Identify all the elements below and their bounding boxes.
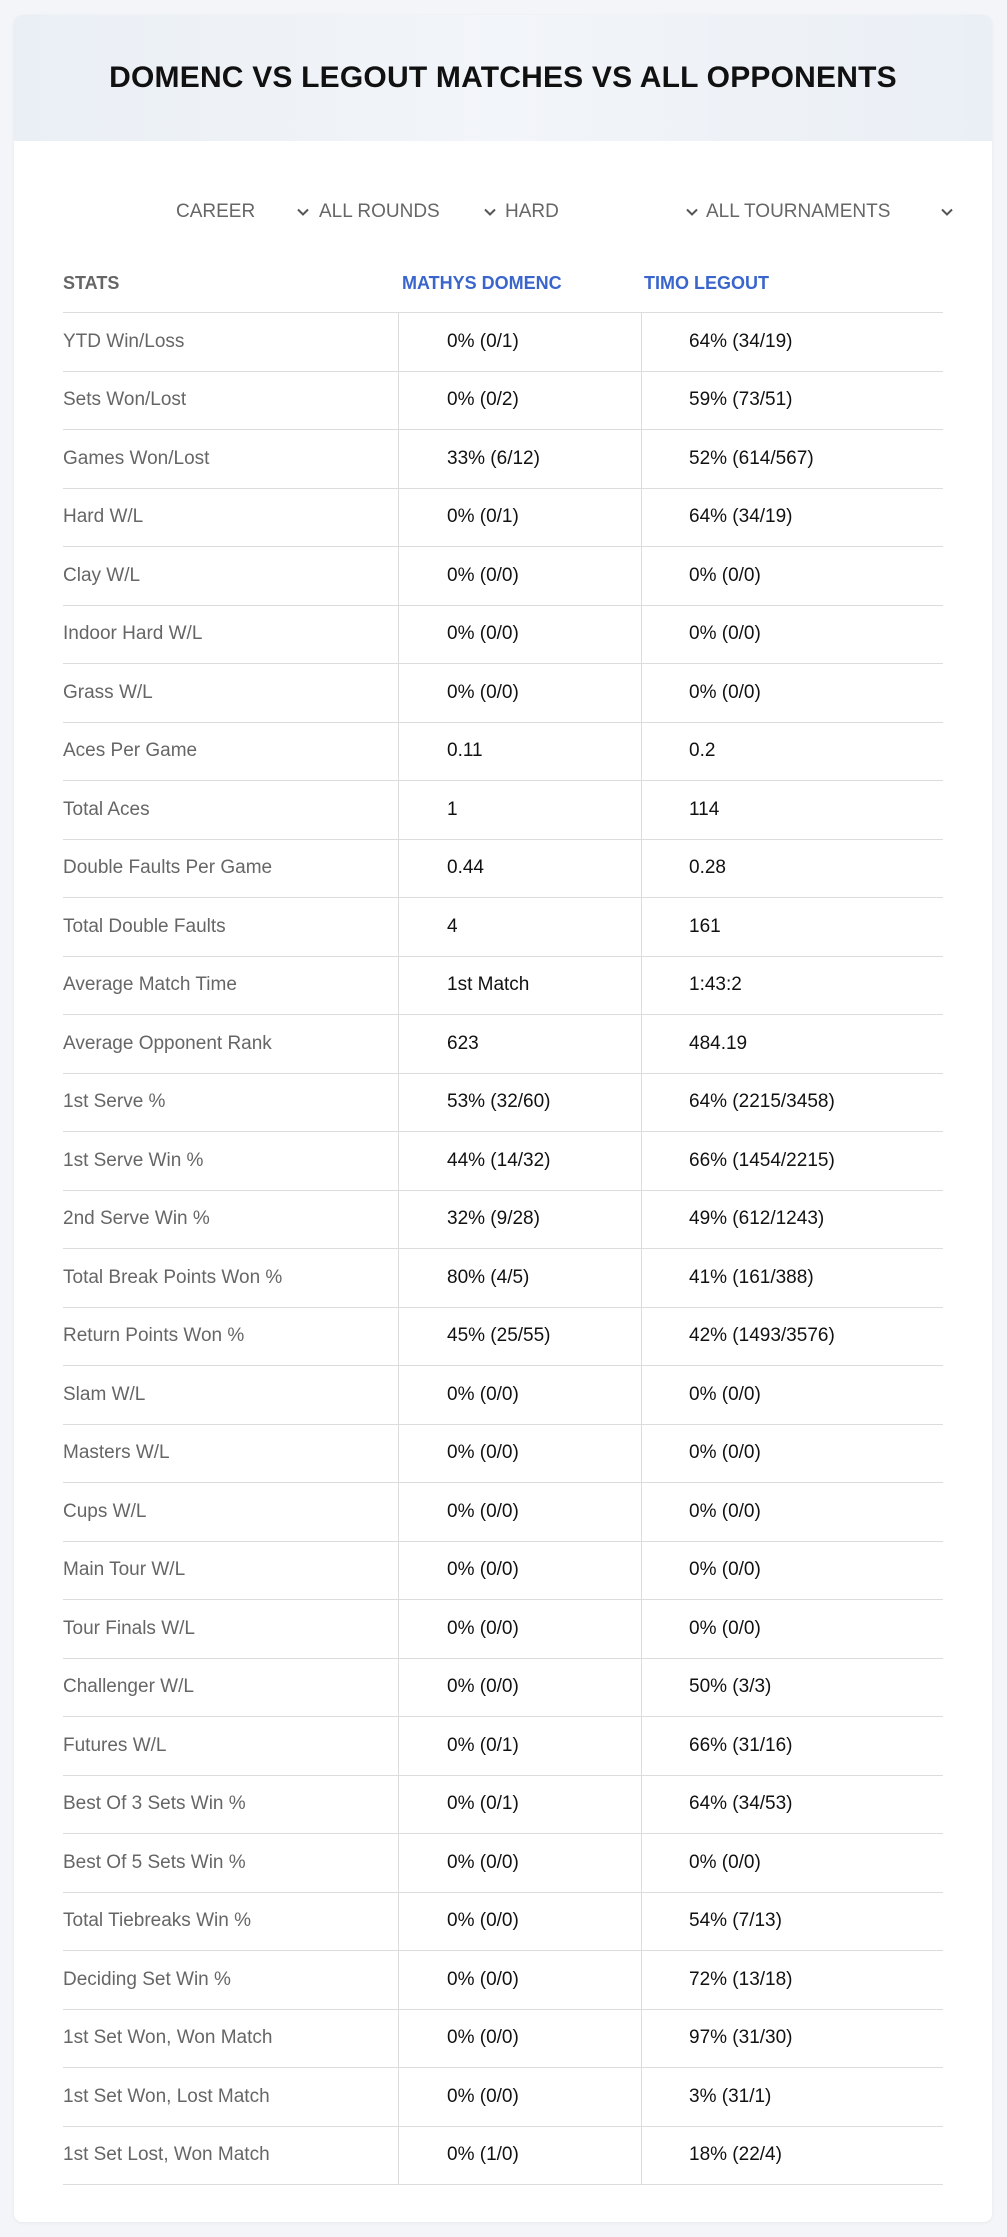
player2-value: 161 (689, 915, 721, 937)
stat-label: Return Points Won % (63, 1308, 399, 1366)
tournaments-filter-select[interactable] (706, 187, 956, 237)
player2-value: 0.28 (689, 857, 726, 879)
stat-label: Total Double Faults (63, 898, 399, 956)
table-row (63, 1834, 943, 1893)
player1-value: 0% (0/0) (399, 1834, 642, 1892)
stat-label: Games Won/Lost (63, 430, 399, 488)
player2-value: 0% (0/0) (689, 681, 761, 703)
filter-value: CAREER (176, 201, 256, 222)
player1-value: 0% (0/0) (399, 606, 642, 664)
player1-value: 4 (399, 898, 642, 956)
player2-value: 0% (0/0) (689, 1851, 761, 1873)
surface-filter-select[interactable] (505, 187, 701, 237)
stat-label: Average Match Time (63, 957, 399, 1015)
player2-value: 0% (0/0) (689, 1442, 761, 1464)
stat-label: Clay W/L (63, 547, 399, 605)
stat-label: Tour Finals W/L (63, 1600, 399, 1658)
player2-value: 0% (0/0) (689, 1559, 761, 1581)
table-row (63, 1776, 943, 1835)
player1-value: 623 (399, 1015, 642, 1073)
table-row (63, 1132, 943, 1191)
player2-value: 0% (0/0) (689, 1500, 761, 1522)
stat-label: Indoor Hard W/L (63, 606, 399, 664)
table-row (63, 1308, 943, 1367)
player2-value: 114 (689, 798, 720, 820)
player2-value: 72% (13/18) (689, 1968, 793, 1990)
player2-value: 59% (73/51) (689, 389, 793, 411)
stat-label: Total Tiebreaks Win % (63, 1893, 399, 1951)
table-row (63, 664, 943, 723)
player2-value: 41% (161/388) (689, 1266, 814, 1288)
stats-card (14, 15, 992, 2222)
stat-label: Grass W/L (63, 664, 399, 722)
player2-value: 97% (31/30) (689, 2027, 793, 2049)
table-row (63, 1483, 943, 1542)
stat-label: Best Of 5 Sets Win % (63, 1834, 399, 1892)
table-row (63, 1951, 943, 2010)
stat-label: Aces Per Game (63, 723, 399, 781)
filter-value: ALL ROUNDS (319, 201, 440, 222)
player1-value: 32% (9/28) (399, 1191, 642, 1249)
player2-value: 64% (34/53) (689, 1793, 793, 1815)
table-row (63, 1600, 943, 1659)
player1-value: 0% (0/0) (399, 2010, 642, 2068)
player1-value: 0% (0/0) (399, 1893, 642, 1951)
table-row (63, 2068, 943, 2127)
player2-value: 0% (0/0) (689, 564, 761, 586)
table-row (63, 957, 943, 1016)
chevron-down-icon (294, 203, 312, 221)
filter-bar (14, 187, 992, 237)
stat-label: 1st Serve Win % (63, 1132, 399, 1190)
stats-table (63, 312, 943, 2185)
stat-label: Deciding Set Win % (63, 1951, 399, 2009)
player2-value: 0% (0/0) (689, 1617, 761, 1639)
stat-label: Sets Won/Lost (63, 372, 399, 430)
player1-value: 0% (0/1) (399, 489, 642, 547)
player2-value: 42% (1493/3576) (689, 1325, 835, 1347)
stat-label: Challenger W/L (63, 1659, 399, 1717)
player2-value: 0% (0/0) (689, 1383, 761, 1405)
page-header (14, 15, 992, 141)
table-row (63, 372, 943, 431)
table-row (63, 781, 943, 840)
player1-value: 0% (0/2) (399, 372, 642, 430)
table-row (63, 489, 943, 548)
stat-label: 1st Set Won, Lost Match (63, 2068, 399, 2126)
table-row (63, 1717, 943, 1776)
stats-column-header: STATS (63, 272, 120, 293)
player1-value: 1 (399, 781, 642, 839)
player1-value: 0% (0/1) (399, 1717, 642, 1775)
table-row (63, 1074, 943, 1133)
stat-label: 1st Serve % (63, 1074, 399, 1132)
stat-label: Main Tour W/L (63, 1542, 399, 1600)
player2-value: 66% (31/16) (689, 1734, 793, 1756)
player2-value: 49% (612/1243) (689, 1208, 825, 1230)
player1-value: 0% (0/1) (399, 1776, 642, 1834)
player1-value: 0% (0/0) (399, 1542, 642, 1600)
player1-value: 0% (0/0) (399, 1483, 642, 1541)
player2-value: 64% (2215/3458) (689, 1091, 835, 1113)
player1-value: 0% (0/0) (399, 664, 642, 722)
table-row (63, 898, 943, 957)
stat-label: Futures W/L (63, 1717, 399, 1775)
player1-value: 0% (1/0) (399, 2127, 642, 2185)
player2-value: 54% (7/13) (689, 1910, 782, 1932)
stat-label: Total Break Points Won % (63, 1249, 399, 1307)
rounds-filter-select[interactable] (319, 187, 499, 237)
player2-value: 1:43:2 (689, 974, 742, 996)
player1-value: 0% (0/0) (399, 547, 642, 605)
table-row (63, 1249, 943, 1308)
table-row (63, 1659, 943, 1718)
player1-value: 0% (0/0) (399, 1366, 642, 1424)
chevron-down-icon (481, 203, 499, 221)
table-row (63, 840, 943, 899)
filter-value: HARD (505, 201, 559, 222)
table-row (63, 1191, 943, 1250)
player1-value: 0% (0/0) (399, 1659, 642, 1717)
player2-value: 64% (34/19) (689, 330, 793, 352)
page-title: DOMENC VS LEGOUT MATCHES VS ALL OPPONENTS (109, 61, 897, 94)
player1-value: 0% (0/1) (399, 313, 642, 371)
player2-value: 64% (34/19) (689, 506, 793, 528)
table-header (63, 252, 943, 314)
player1-value: 80% (4/5) (399, 1249, 642, 1307)
player1-value: 0.44 (399, 840, 642, 898)
player2-value: 52% (614/567) (689, 447, 814, 469)
stat-label: 1st Set Won, Won Match (63, 2010, 399, 2068)
table-row (63, 1542, 943, 1601)
player1-value: 0% (0/0) (399, 1951, 642, 2009)
chevron-down-icon (938, 203, 956, 221)
player1-value: 0% (0/0) (399, 1600, 642, 1658)
player2-value: 484.19 (689, 1032, 748, 1054)
player1-value: 53% (32/60) (399, 1074, 642, 1132)
stat-label: Total Aces (63, 781, 399, 839)
stat-label: Double Faults Per Game (63, 840, 399, 898)
player1-link[interactable]: MATHYS DOMENC (402, 272, 562, 293)
filter-value: ALL TOURNAMENTS (706, 201, 891, 222)
player1-value: 45% (25/55) (399, 1308, 642, 1366)
player2-value: 50% (3/3) (689, 1676, 772, 1698)
player2-value: 18% (22/4) (689, 2144, 782, 2166)
stat-label: Cups W/L (63, 1483, 399, 1541)
stat-label: Masters W/L (63, 1425, 399, 1483)
stat-label: 2nd Serve Win % (63, 1191, 399, 1249)
table-row (63, 1015, 943, 1074)
table-row (63, 723, 943, 782)
player2-value: 66% (1454/2215) (689, 1149, 835, 1171)
player2-value: 0.2 (689, 740, 716, 762)
stat-label: 1st Set Lost, Won Match (63, 2127, 399, 2185)
player1-value: 1st Match (399, 957, 642, 1015)
table-row (63, 1893, 943, 1952)
career-filter-select[interactable] (176, 187, 312, 237)
stat-label: Slam W/L (63, 1366, 399, 1424)
table-row (63, 606, 943, 665)
table-row (63, 430, 943, 489)
stat-label: Hard W/L (63, 489, 399, 547)
player1-value: 33% (6/12) (399, 430, 642, 488)
stat-label: Average Opponent Rank (63, 1015, 399, 1073)
stat-label: YTD Win/Loss (63, 313, 399, 371)
player1-value: 0.11 (399, 723, 642, 781)
player2-link[interactable]: TIMO LEGOUT (644, 272, 769, 293)
table-row (63, 1425, 943, 1484)
player1-value: 0% (0/0) (399, 1425, 642, 1483)
player2-value: 0% (0/0) (689, 623, 761, 645)
table-row (63, 313, 943, 372)
table-row (63, 2127, 943, 2186)
stat-label: Best Of 3 Sets Win % (63, 1776, 399, 1834)
player2-value: 3% (31/1) (689, 2085, 772, 2107)
table-row (63, 547, 943, 606)
player1-value: 0% (0/0) (399, 2068, 642, 2126)
table-row (63, 2010, 943, 2069)
chevron-down-icon (683, 203, 701, 221)
player1-value: 44% (14/32) (399, 1132, 642, 1190)
table-row (63, 1366, 943, 1425)
